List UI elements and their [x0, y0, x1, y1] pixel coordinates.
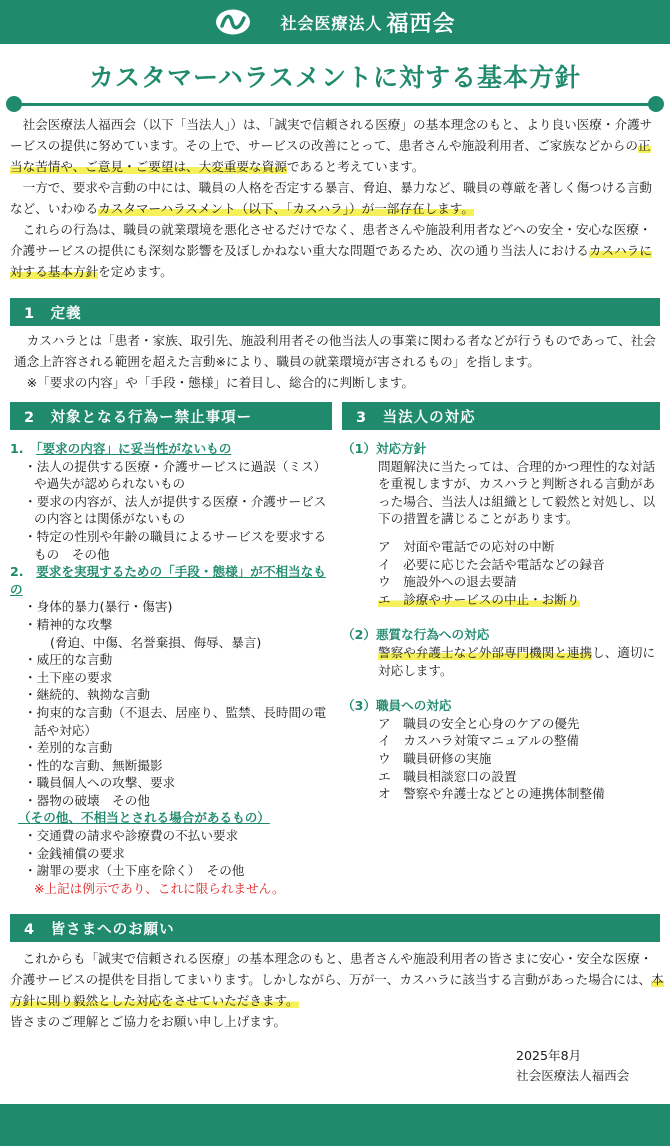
list-item: イ カスハラ対策マニュアルの整備	[378, 733, 579, 749]
list-item: ・威圧的な言動	[24, 652, 113, 668]
list-item: ・差別的な言動	[24, 740, 113, 756]
list-item: ウ 職員研修の実施	[378, 750, 492, 766]
org-prefix: 社会医療法人	[280, 13, 383, 33]
list-item: ・職員個人への攻撃、要求	[24, 775, 176, 791]
list-item: ウ 施設外への退去要請	[378, 574, 517, 590]
list-item: ア 職員の安全と心身のケアの優先	[378, 715, 580, 731]
intro-text	[10, 114, 662, 282]
section-4-body	[10, 948, 664, 1032]
subsection-2-title: （2）悪質な行為への対応	[342, 627, 490, 643]
section-4-heading: 4 皆さまへのお願い	[10, 914, 660, 942]
section-3-body	[342, 440, 664, 803]
list-item: ・交通費の請求や診療費の不払い要求	[24, 828, 239, 844]
footer-org: 社会医療法人福西会	[516, 1068, 630, 1083]
group-1-title: 1. 「要求の内容」に妥当性がないもの	[10, 441, 232, 456]
list-item: ・特定の性別や年齢の職員によるサービスを要求するもの その他	[24, 528, 327, 562]
list-item: ・拘束的な言動（不退去、居座り、監禁、長時間の電話や対応）	[24, 704, 327, 738]
request-text: これからも「誠実で信頼される医療」の基本理念のもと、患者さんや施設利用者の皆さまに安心・安全な医療・介護サービスの提供を目指してまいります。しかしながら、万が一、カスハラに該当する言動があった場合には、本方針に則り毅然とした対応をさせていただきます。	[10, 951, 664, 1008]
list-item: ・性的な言動、無断撮影	[24, 757, 163, 773]
list-item: ・精神的な攻撃	[24, 616, 113, 632]
logo-icon	[214, 8, 252, 36]
title-dot-right	[648, 96, 664, 112]
title-area	[0, 44, 670, 116]
section-1-heading: 1 定義	[10, 298, 660, 326]
title-underline	[14, 103, 656, 106]
list-item: ・法人の提供する医療・介護サービスに過誤（ミス）や過失が認められないもの	[24, 458, 327, 492]
list-item: ・身体的暴力(暴行・傷害)	[24, 599, 173, 615]
footer-signature	[516, 1046, 629, 1086]
list-item: ・金銭補償の要求	[24, 845, 125, 861]
intro-paragraph-3: これらの行為は、職員の就業環境を悪化させるだけでなく、患者さんや施設利用者などへの安全・安心な医療・介護サービスの提供にも深刻な影響を及ぼしかねない重大な問題であるため、次の通り当法人におけるカスハラに対する基本方針を定めます。	[10, 222, 652, 279]
malicious-response-text: 警察や弁護士など外部専門機関と連携し、適切に対応します。	[378, 644, 656, 678]
footer-bar	[0, 1104, 670, 1146]
page-title: カスタマーハラスメントに対する基本方針	[88, 63, 581, 92]
intro-paragraph-1: 社会医療法人福西会（以下「当法人」）は、「誠実で信頼される医療」の基本理念のもと、より良い医療・介護サービスの提供に努めています。その上で、サービスの改善にとって、患者さんや施設利用者、ご家族などからの正当な苦情や、ご意見・ご要望は、大変重要な資源であると考えています。	[10, 117, 653, 174]
org-name: 福西会	[386, 11, 456, 37]
header-bar	[0, 0, 670, 44]
group-3-title: （その他、不相当とされる場合があるもの）	[18, 810, 270, 826]
list-item: ・土下座の要求	[24, 669, 113, 685]
subsection-1-title: （1）対応方針	[342, 441, 427, 456]
group-2-title: 2. 要求を実現するための「手段・態様」が不相当なもの	[10, 564, 326, 597]
list-item: ・器物の破壊 その他	[24, 792, 150, 808]
intro-paragraph-2: 一方で、要求や言動の中には、職員の人格を否定する暴言、脅迫、暴力など、職員の尊厳を著しく傷つける言動など、いわゆるカスタマーハラスメント（以下、「カスハラ」）が一部存在します。	[10, 180, 653, 216]
list-item: (脅迫、中傷、名誉棄損、侮辱、暴言)	[50, 634, 262, 650]
footer-date: 2025年8月	[516, 1048, 582, 1063]
definition-note: ※「要求の内容」や「手段・態様」に着目し、総合的に判断します。	[26, 375, 414, 390]
list-item: イ 必要に応じた会話や電話などの録音	[378, 556, 605, 572]
list-item: エ 診療やサービスの中止・お断り	[378, 591, 580, 607]
list-item: ア 対面や電話での応対の中断	[378, 538, 555, 554]
list-item: エ 職員相談窓口の設置	[378, 768, 517, 784]
section-1-body	[14, 330, 662, 393]
examples-note: ※上記は例示であり、これに限られません。	[34, 880, 285, 896]
list-item: ・継続的、執拗な言動	[24, 687, 150, 703]
section-3-heading: 3 当法人の対応	[342, 402, 660, 430]
list-item: ・要求の内容が、法人が提供する医療・介護サービスの内容とは関係がないもの	[24, 493, 327, 527]
subsection-3-title: （3）職員への対応	[342, 698, 452, 714]
section-2-body	[10, 440, 330, 897]
policy-text: 問題解決に当たっては、合理的かつ理性的な対話を重視しますが、カスハラと判断される言動があった場合、当法人は組織として毅然と対処し、以下の措置を講じることがあります。	[378, 458, 656, 527]
closing-text: 皆さまのご理解とご協力をお願い申し上げます。	[10, 1014, 287, 1029]
list-item: ・謝罪の要求（土下座を除く） その他	[24, 863, 245, 879]
definition-text: カスハラとは「患者・家族、取引先、施設利用者その他当法人の事業に関わる者などが行うものであって、社会通念上許容される範囲を超えた言動※により、職員の就業環境が害されるもの」を指します。	[14, 333, 656, 369]
section-2-heading: 2 対象となる行為ー禁止事項ー	[10, 402, 332, 430]
list-item: オ 警察や弁護士などとの連携体制整備	[378, 786, 605, 802]
title-dot-left	[6, 96, 22, 112]
